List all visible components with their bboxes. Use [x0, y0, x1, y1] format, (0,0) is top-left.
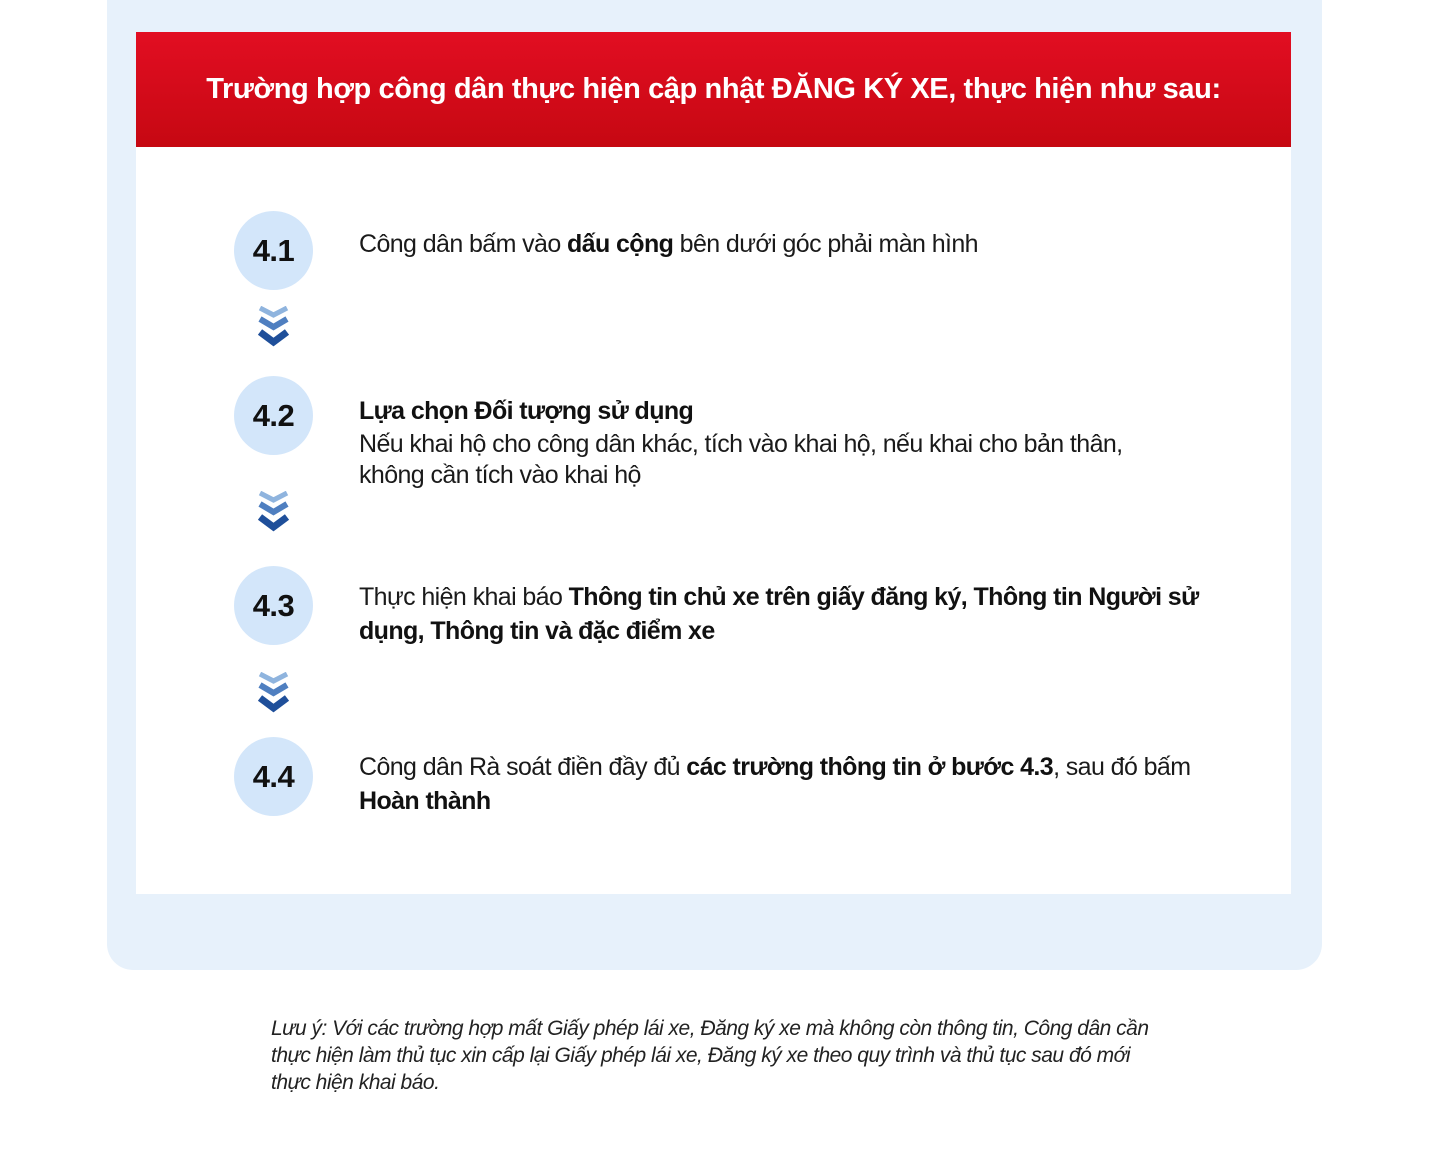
step-description: Nếu khai hộ cho công dân khác, tích vào khai hộ, nếu khai cho bản thân, không cần tích vào khai hộ	[359, 430, 1123, 489]
footnote: Lưu ý: Với các trường hợp mất Giấy phép lái xe, Đăng ký xe mà không còn thông tin, Công dân cần thực hiện làm thủ tục xin cấp lại Giấy phép lái xe, Đăng ký xe theo quy trình và thủ tục sau đó mới thực hiện khai báo.	[271, 1017, 1149, 1094]
step-4-3-text: Thực hiện khai báo Thông tin chủ xe trên giấy đăng ký, Thông tin Người sử dụng, Thông tin và đặc điểm xe	[359, 583, 1199, 645]
step-4-4-text: Công dân Rà soát điền đầy đủ các trường thông tin ở bước 4.3, sau đó bấm Hoàn thành	[359, 753, 1191, 815]
chevron-down-icon	[257, 306, 290, 348]
chevron-down-icon	[257, 672, 290, 714]
header-banner	[136, 32, 1291, 147]
step-4-1-text: Công dân bấm vào dấu cộng bên dưới góc phải màn hình	[359, 230, 978, 258]
header-title: Trường hợp công dân thực hiện cập nhật ĐĂNG KÝ XE, thực hiện như sau:	[206, 73, 1221, 105]
step-heading: Lựa chọn Đối tượng sử dụng	[359, 397, 694, 425]
step-number-badge: 4.2	[234, 376, 313, 455]
chevron-down-icon	[257, 491, 290, 533]
step-number-badge: 4.3	[234, 566, 313, 645]
step-number-badge: 4.1	[234, 211, 313, 290]
step-number-badge: 4.4	[234, 737, 313, 816]
step-4-2-text	[359, 393, 1219, 491]
